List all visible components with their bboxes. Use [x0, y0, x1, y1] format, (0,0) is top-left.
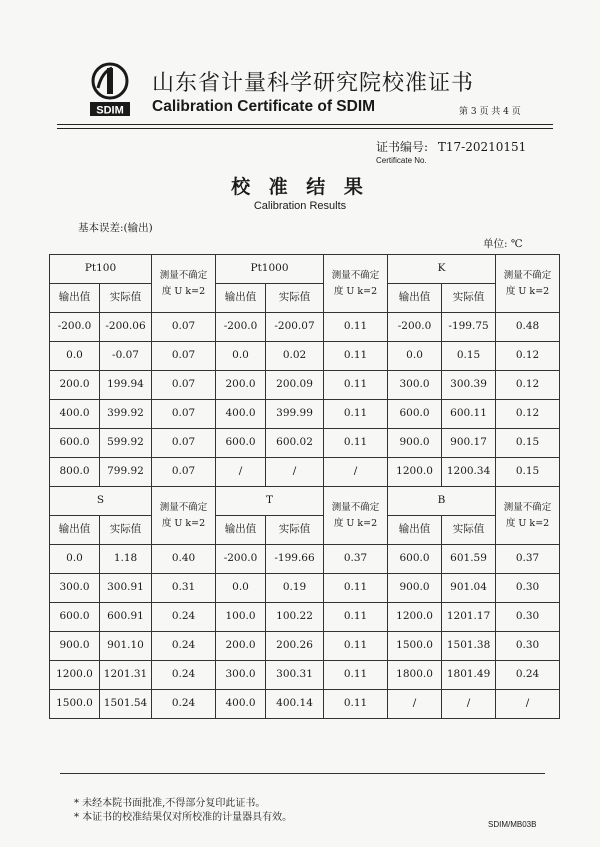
output-value-cell: 600.0 — [388, 545, 442, 574]
table-header-row — [50, 255, 560, 284]
sdim-logo-icon — [88, 62, 132, 118]
uncertainty-header-line2: 度 U k=2 — [505, 517, 550, 529]
uncertainty-cell: 0.07 — [152, 371, 216, 400]
page-info: 第 3 页 共 4 页 — [459, 107, 521, 117]
uncertainty-cell: 0.12 — [496, 342, 560, 371]
output-value-header: 输出值 — [216, 516, 266, 545]
uncertainty-cell: 0.11 — [324, 632, 388, 661]
actual-value-cell: 1.18 — [100, 545, 152, 574]
certificate-number-line — [376, 138, 526, 155]
uncertainty-header-line2: 度 U k=2 — [505, 285, 550, 297]
uncertainty-cell: 0.07 — [152, 400, 216, 429]
actual-value-cell: 1501.54 — [100, 690, 152, 719]
actual-value-header: 实际值 — [442, 284, 496, 313]
table-row — [50, 690, 560, 719]
certificate-number-label-en: Certificate No. — [376, 156, 427, 165]
output-value-cell: 1200.0 — [50, 661, 100, 690]
actual-value-cell: 199.94 — [100, 371, 152, 400]
actual-value-cell: -0.07 — [100, 342, 152, 371]
uncertainty-cell: / — [324, 458, 388, 487]
actual-value-cell: / — [442, 690, 496, 719]
actual-value-cell: 1501.38 — [442, 632, 496, 661]
sensor-type-header: S — [50, 487, 152, 516]
actual-value-cell: 901.10 — [100, 632, 152, 661]
output-value-header: 输出值 — [388, 516, 442, 545]
output-value-cell: -200.0 — [50, 313, 100, 342]
actual-value-cell: 600.91 — [100, 603, 152, 632]
uncertainty-cell: 0.24 — [496, 661, 560, 690]
output-value-header: 输出值 — [50, 516, 100, 545]
uncertainty-cell: 0.15 — [496, 429, 560, 458]
actual-value-header: 实际值 — [100, 516, 152, 545]
footer-rule — [60, 773, 545, 774]
uncertainty-header-line1: 测量不确定 — [503, 502, 552, 514]
footer-note-2: * 本证书的校准结果仅对所校准的计量器具有效。 — [74, 812, 293, 823]
uncertainty-header-line1: 测量不确定 — [159, 270, 208, 282]
actual-value-cell: 0.15 — [442, 342, 496, 371]
output-value-cell: 300.0 — [50, 574, 100, 603]
uncertainty-header — [496, 255, 560, 313]
actual-value-cell: 200.26 — [266, 632, 324, 661]
uncertainty-cell: 0.37 — [496, 545, 560, 574]
output-value-cell: 600.0 — [216, 429, 266, 458]
uncertainty-header-line1: 测量不确定 — [159, 502, 208, 514]
output-value-cell: 1500.0 — [50, 690, 100, 719]
output-value-cell: 400.0 — [216, 690, 266, 719]
sensor-type-header: B — [388, 487, 496, 516]
output-value-cell: 600.0 — [50, 429, 100, 458]
sensor-type-header: Pt1000 — [216, 255, 324, 284]
actual-value-cell: 200.09 — [266, 371, 324, 400]
uncertainty-cell: 0.24 — [152, 661, 216, 690]
actual-value-cell: 400.14 — [266, 690, 324, 719]
unit-label: 单位: ℃ — [483, 238, 523, 250]
output-value-cell: 300.0 — [216, 661, 266, 690]
actual-value-cell: 1201.17 — [442, 603, 496, 632]
uncertainty-cell: 0.30 — [496, 632, 560, 661]
table-row — [50, 400, 560, 429]
uncertainty-cell: 0.24 — [152, 632, 216, 661]
output-value-cell: 0.0 — [216, 574, 266, 603]
output-value-cell: -200.0 — [216, 313, 266, 342]
table-row — [50, 661, 560, 690]
actual-value-cell: 1201.31 — [100, 661, 152, 690]
header-rule-thin — [57, 128, 553, 129]
table-subheader-row — [50, 284, 560, 313]
actual-value-header: 实际值 — [266, 284, 324, 313]
output-value-cell: 400.0 — [50, 400, 100, 429]
output-value-cell: 100.0 — [216, 603, 266, 632]
table-row — [50, 603, 560, 632]
table-row — [50, 574, 560, 603]
certificate-number: T17-20210151 — [437, 140, 527, 154]
output-value-cell: -200.0 — [388, 313, 442, 342]
output-value-cell: 0.0 — [50, 342, 100, 371]
actual-value-cell: -200.07 — [266, 313, 324, 342]
output-value-cell: 0.0 — [216, 342, 266, 371]
uncertainty-header — [152, 487, 216, 545]
actual-value-cell: 399.92 — [100, 400, 152, 429]
output-value-cell: -200.0 — [216, 545, 266, 574]
output-value-cell: 600.0 — [388, 400, 442, 429]
output-value-cell: / — [388, 690, 442, 719]
actual-value-cell: 300.91 — [100, 574, 152, 603]
results-title-en: Calibration Results — [253, 200, 347, 212]
output-value-header: 输出值 — [50, 284, 100, 313]
certificate-title-en: Calibration Certificate of SDIM — [152, 98, 376, 115]
uncertainty-cell: 0.12 — [496, 371, 560, 400]
actual-value-cell: 600.11 — [442, 400, 496, 429]
output-value-cell: 0.0 — [388, 342, 442, 371]
uncertainty-cell: 0.40 — [152, 545, 216, 574]
actual-value-cell: -200.06 — [100, 313, 152, 342]
uncertainty-cell: 0.11 — [324, 690, 388, 719]
actual-value-cell: 0.02 — [266, 342, 324, 371]
table-header-row — [50, 487, 560, 516]
uncertainty-header-line2: 度 U k=2 — [161, 517, 206, 529]
uncertainty-cell: / — [496, 690, 560, 719]
uncertainty-cell: 0.11 — [324, 661, 388, 690]
output-value-cell: 400.0 — [216, 400, 266, 429]
table-row — [50, 313, 560, 342]
sensor-type-header: Pt100 — [50, 255, 152, 284]
output-value-cell: 200.0 — [216, 632, 266, 661]
actual-value-cell: 799.92 — [100, 458, 152, 487]
uncertainty-header-line1: 测量不确定 — [503, 270, 552, 282]
uncertainty-header — [152, 255, 216, 313]
output-value-cell: 900.0 — [388, 429, 442, 458]
actual-value-cell: 601.59 — [442, 545, 496, 574]
uncertainty-cell: 0.37 — [324, 545, 388, 574]
output-value-cell: 600.0 — [50, 603, 100, 632]
table-row — [50, 429, 560, 458]
actual-value-cell: / — [266, 458, 324, 487]
certificate-number-label: 证书编号: — [376, 140, 429, 154]
uncertainty-cell: 0.11 — [324, 429, 388, 458]
actual-value-header: 实际值 — [442, 516, 496, 545]
uncertainty-header — [324, 255, 388, 313]
sensor-type-header: K — [388, 255, 496, 284]
calibration-results-table — [49, 254, 560, 719]
actual-value-header: 实际值 — [100, 284, 152, 313]
output-value-header: 输出值 — [388, 284, 442, 313]
footer-note-1: * 未经本院书面批准,不得部分复印此证书。 — [74, 798, 266, 809]
actual-value-cell: 300.31 — [266, 661, 324, 690]
output-value-cell: 200.0 — [216, 371, 266, 400]
uncertainty-cell: 0.11 — [324, 313, 388, 342]
uncertainty-header-line1: 测量不确定 — [331, 270, 380, 282]
uncertainty-cell: 0.07 — [152, 458, 216, 487]
uncertainty-cell: 0.11 — [324, 371, 388, 400]
uncertainty-cell: 0.24 — [152, 690, 216, 719]
actual-value-cell: 900.17 — [442, 429, 496, 458]
uncertainty-header-line2: 度 U k=2 — [161, 285, 206, 297]
output-value-cell: 300.0 — [388, 371, 442, 400]
uncertainty-cell: 0.31 — [152, 574, 216, 603]
actual-value-header: 实际值 — [266, 516, 324, 545]
actual-value-cell: -199.66 — [266, 545, 324, 574]
basic-error-label: 基本误差:(输出) — [78, 222, 153, 234]
uncertainty-cell: 0.07 — [152, 313, 216, 342]
actual-value-cell: 1801.49 — [442, 661, 496, 690]
output-value-cell: 1500.0 — [388, 632, 442, 661]
actual-value-cell: 300.39 — [442, 371, 496, 400]
table-row — [50, 458, 560, 487]
output-value-cell: / — [216, 458, 266, 487]
sdim-logo — [88, 62, 132, 118]
actual-value-cell: 901.04 — [442, 574, 496, 603]
uncertainty-cell: 0.07 — [152, 429, 216, 458]
actual-value-cell: 0.19 — [266, 574, 324, 603]
uncertainty-header — [324, 487, 388, 545]
uncertainty-cell: 0.12 — [496, 400, 560, 429]
uncertainty-cell: 0.11 — [324, 603, 388, 632]
uncertainty-cell: 0.11 — [324, 574, 388, 603]
uncertainty-cell: 0.11 — [324, 400, 388, 429]
uncertainty-cell: 0.11 — [324, 342, 388, 371]
uncertainty-header-line2: 度 U k=2 — [333, 517, 378, 529]
output-value-cell: 200.0 — [50, 371, 100, 400]
certificate-title-cn: 山东省计量科学研究院校准证书 — [152, 71, 475, 96]
table-row — [50, 545, 560, 574]
results-title-cn: 校 准 结 果 — [231, 176, 369, 198]
output-value-cell: 900.0 — [388, 574, 442, 603]
actual-value-cell: 399.99 — [266, 400, 324, 429]
uncertainty-cell: 0.24 — [152, 603, 216, 632]
output-value-cell: 1800.0 — [388, 661, 442, 690]
uncertainty-header-line2: 度 U k=2 — [333, 285, 378, 297]
output-value-cell: 1200.0 — [388, 603, 442, 632]
output-value-cell: 1200.0 — [388, 458, 442, 487]
output-value-cell: 0.0 — [50, 545, 100, 574]
actual-value-cell: 1200.34 — [442, 458, 496, 487]
uncertainty-cell: 0.30 — [496, 603, 560, 632]
logo-text: SDIM — [96, 104, 124, 117]
table-subheader-row — [50, 516, 560, 545]
actual-value-cell: -199.75 — [442, 313, 496, 342]
uncertainty-header — [496, 487, 560, 545]
output-value-cell: 900.0 — [50, 632, 100, 661]
actual-value-cell: 599.92 — [100, 429, 152, 458]
form-code: SDIM/MB03B — [488, 820, 537, 829]
uncertainty-cell: 0.30 — [496, 574, 560, 603]
uncertainty-cell: 0.15 — [496, 458, 560, 487]
table-row — [50, 371, 560, 400]
uncertainty-cell: 0.07 — [152, 342, 216, 371]
table-row — [50, 632, 560, 661]
uncertainty-header-line1: 测量不确定 — [331, 502, 380, 514]
sensor-type-header: T — [216, 487, 324, 516]
actual-value-cell: 600.02 — [266, 429, 324, 458]
uncertainty-cell: 0.48 — [496, 313, 560, 342]
output-value-header: 输出值 — [216, 284, 266, 313]
output-value-cell: 800.0 — [50, 458, 100, 487]
header-rule-thick — [57, 124, 553, 125]
actual-value-cell: 100.22 — [266, 603, 324, 632]
table-row — [50, 342, 560, 371]
